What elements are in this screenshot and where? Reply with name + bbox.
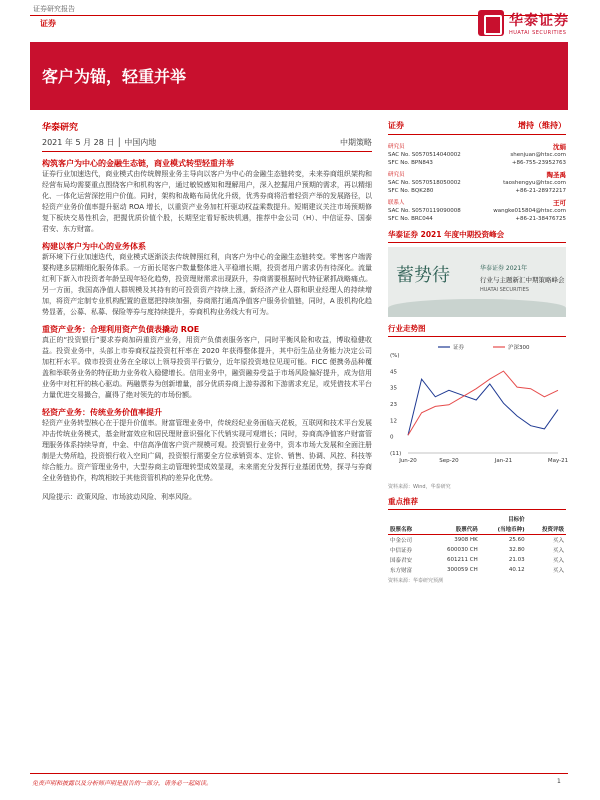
analyst-role: 研究员: [388, 172, 405, 178]
table-cell: 32.80: [508, 547, 525, 553]
table-cell: 买入: [552, 538, 564, 544]
table-header: 股票代码: [427, 524, 479, 535]
picks-heading: 重点推荐: [388, 496, 566, 510]
promo-hill-decoration: [388, 299, 566, 317]
sac-label: SAC No.: [388, 208, 410, 214]
table-header: 股票名称: [388, 524, 427, 535]
section-tag: 证券: [40, 19, 56, 28]
y-tick-label: 0: [390, 434, 394, 441]
table-header: [427, 514, 479, 524]
table-cell: 中金公司: [390, 538, 413, 544]
analyst-card: [388, 171, 566, 195]
table-cell: 21.03: [508, 557, 525, 563]
footer-disclaimer: 免责声明和披露以及分析师声明是报告的一部分，请务必一起阅读。: [32, 780, 213, 787]
analyst-card: [388, 199, 566, 223]
sector-name: 证券: [388, 121, 404, 130]
table-cell: 中信证券: [390, 548, 413, 554]
table-row: [388, 535, 566, 546]
analyst-name: 沈娟: [553, 143, 566, 151]
report-category: 中期策略: [340, 138, 372, 147]
table-cell: 买入: [552, 568, 564, 574]
series-line: [408, 379, 558, 435]
table-header: 投资评级: [527, 524, 566, 535]
x-tick-label: Jun-20: [399, 458, 417, 464]
legend-label: 沪深300: [508, 345, 530, 351]
analyst-phone: +86-755-23952763: [511, 160, 566, 166]
sfc-number: BPN843: [411, 160, 433, 166]
section-heading: 轻资产业务：传统业务价值率提升: [42, 408, 162, 417]
legend-label: 证券: [453, 345, 465, 351]
risk-note: 风险提示：政策风险、市场波动风险、利率风险。: [42, 493, 196, 501]
table-row: [388, 565, 566, 575]
analyst-list: [388, 143, 566, 223]
meta-row: [42, 137, 372, 152]
table-cell: 东方财富: [390, 568, 413, 574]
analyst-email[interactable]: wangke015804@htsc.com: [493, 208, 566, 214]
chart-source: 资料来源：Wind，华泰研究: [388, 484, 451, 490]
analyst-phone: +86-21-38476725: [515, 216, 566, 222]
table-header: 目标价: [508, 517, 525, 523]
table-cell: 买入: [552, 558, 564, 564]
table-header: [527, 514, 566, 524]
table-row: [388, 545, 566, 555]
sac-number: S0570518050002: [411, 180, 461, 186]
title-banner: [30, 42, 568, 110]
logo-en: HUATAI SECURITIES: [509, 30, 567, 36]
logo-mark-icon: [478, 10, 504, 36]
analyst-name: 王可: [553, 199, 566, 207]
table-header: (当地币种): [480, 524, 527, 535]
trend-heading: 行业走势图: [388, 323, 566, 337]
sac-label: SAC No.: [388, 180, 410, 186]
table-cell: 25.60: [508, 537, 525, 543]
table-cell: 40.12: [508, 567, 525, 573]
rating-row: [388, 120, 566, 135]
analyst-card: [388, 143, 566, 167]
section-heading: 重资产业务：合理利用资产负债表撬动 ROE: [42, 325, 200, 334]
table-cell: 300059 CH: [447, 567, 478, 573]
x-tick-label: May-21: [547, 458, 569, 464]
sfc-label: SFC No.: [388, 216, 410, 222]
series-line: [408, 371, 558, 435]
y-tick-label: 45: [390, 369, 397, 376]
section-text: 新环境下行业加速迭代，商业模式逐渐淡去传统牌照红利，向客户为中心的金融生态链转变。零售客户端需要构建多层精细化服务体系。一方面长尾客户数量整体进入平稳增长期，投资者用户需求仍有待深化。流量红利下新入市投资者年龄呈现年轻化趋势，投资理财需求出现跃升，券商需要根据时代特征紧抓战略痛点。另一方面，我国高净值人群规模及其持有的可投资资产持续上涨，新经济产业人群和职业经理人的持续增加，将资产定制专业机构配置的意愿把持续加强，券商需打通高净值客户服务价值链，同时，A 股机构化趋势显著，公募、私募、保险等券与度持续提升，券商机构业务线大有可为。: [42, 253, 372, 316]
promo-line: HUATAI SECURITIES: [480, 287, 529, 293]
analyst-email[interactable]: shenjuan@htsc.com: [510, 152, 566, 158]
table-header: [388, 514, 427, 524]
x-tick-label: Jan-21: [494, 458, 513, 464]
section-text: 证券行业加速迭代，商业模式由传统牌照业务主导向以客户为中心的金融生态链转变，未来券商组织架构和经营布局均需要重点围绕客户和机构客户，通过敏锐感知和理解用户，深入挖掘用户预期的需求，再以精细化、一体化运营深挖用户价值。同时，架构和战略布局优化升级，优秀券商将沿着轻资产举的发展路径，以轻资产业务价值率提升驱动 ROA 增长，以重资产业务加杠杆驱动权益乘数提升。短期建议关注市场预期修复下板块交易性机会，把握优质价值个股，长期坚定看好板块机遇，推荐中金公司（H）、中信证券、国泰君安、东方财富。: [42, 170, 372, 233]
table-source: 资料来源：华泰研究预测: [388, 578, 444, 584]
analyst-name: 陶圣禹: [546, 171, 566, 179]
table-cell: 买入: [552, 548, 564, 554]
company-logo: [478, 10, 569, 36]
main-column: [42, 120, 372, 503]
rating-value: 增持（维持）: [518, 121, 566, 130]
section-heading: 构建以客户为中心的业务体系: [42, 242, 146, 251]
trend-chart: [388, 341, 569, 481]
analyst-role: 研究员: [388, 144, 405, 150]
sac-label: SAC No.: [388, 152, 410, 158]
promo-heading: 华泰证券 2021 年度中期投资峰会: [388, 229, 566, 243]
promo-line: 华泰证券 2021年: [480, 265, 528, 272]
sidebar: [388, 120, 569, 584]
table-cell: 600030 CH: [447, 547, 478, 553]
report-type-label: 证券研究报告: [33, 5, 75, 13]
promo-calligraphy: 蓄势待: [396, 265, 450, 286]
logo-cn: 华泰证券: [509, 13, 569, 29]
section-heading: 构筑客户为中心的金融生态链，商业模式转型轻重并举: [42, 159, 234, 168]
y-tick-label: 35: [390, 385, 397, 392]
analyst-phone: +86-21-28972217: [515, 188, 566, 194]
trend-chart-svg: [388, 341, 569, 469]
footer-rule: [30, 773, 568, 774]
analyst-email[interactable]: taoshengyu@htsc.com: [503, 180, 566, 186]
picks-table: [388, 514, 566, 575]
y-tick-label: 12: [390, 418, 397, 425]
section-text: 轻资产业务转型核心在于提升价值率。财富管理业务中，传统经纪业务面临天花板，互联网和技术平台发展冲击传统业务模式，基金财富效应和居民理财意识强化下代销实现可观增长；同时，券商高净值客户财富管理服务体系持续导育，中金、中信高净值客户资产规模可观。投资银行业务中，资本市场大发展和全面注册制是大势所趋，投资银行收入空间广阔，投资银行需要全方位承销资本、定价、销售、协调、风控、科技等综合能力。资产管理业务中，大型券商主动管理转型成效显现，未来需充分发挥行业基团优势，探寻与券商全业务链协作，构筑相较于其他资管机构的差异化优势。: [42, 419, 372, 482]
section-text: 真正的“投资银行”要求券商加码重资产业务，用资产负债表服务客户，同时平衡风险和收益，博取稳健收益。投资业务中，头部上市券商权益投资杠杆率在 2020 年获得整体提升，其中衍生品业务能力决定公司加杠杆水平。做市投资业务在全球以上领导投资平行做分，近年原投资地位见现可能。FICC 便携务品种覆盖和举联务业务的特征助力业务收入稳健增长。信用业务中，融资融券受益于市场风险偏好提升，成为信用业务中对杠杆的核心驱动。两融票券为创新增量，部分优质券商上游券源和下游需求充足，或凭借技术平台力量优进交易撮合，赢得了绝对领先的市场份额。: [42, 336, 372, 399]
sfc-number: BRC044: [411, 216, 433, 222]
x-tick-label: Sep-20: [439, 458, 459, 464]
y-tick-label: (%): [390, 353, 400, 359]
page-number: 1: [557, 778, 561, 785]
y-tick-label: 23: [390, 402, 397, 408]
sac-number: S0570119090008: [411, 208, 461, 214]
report-date: 2021 年 5 月 28 日 │ 中国内地: [42, 138, 157, 147]
sfc-label: SFC No.: [388, 160, 410, 166]
table-cell: 601211 CH: [447, 557, 478, 563]
promo-banner[interactable]: [388, 247, 566, 317]
table-row: [388, 555, 566, 565]
sfc-number: BQK280: [411, 188, 434, 194]
table-cell: 国泰君安: [390, 558, 413, 564]
report-title: 客户为锚，轻重并举: [42, 67, 187, 86]
promo-line: 行业与主题新汇中期策略峰会: [480, 276, 565, 284]
sfc-label: SFC No.: [388, 188, 410, 194]
research-org: 华泰研究: [42, 123, 79, 133]
sac-number: S0570514040002: [411, 152, 461, 158]
analyst-role: 联系人: [388, 200, 405, 206]
table-cell: 3908 HK: [454, 537, 478, 543]
y-tick-label: (11): [390, 451, 402, 457]
